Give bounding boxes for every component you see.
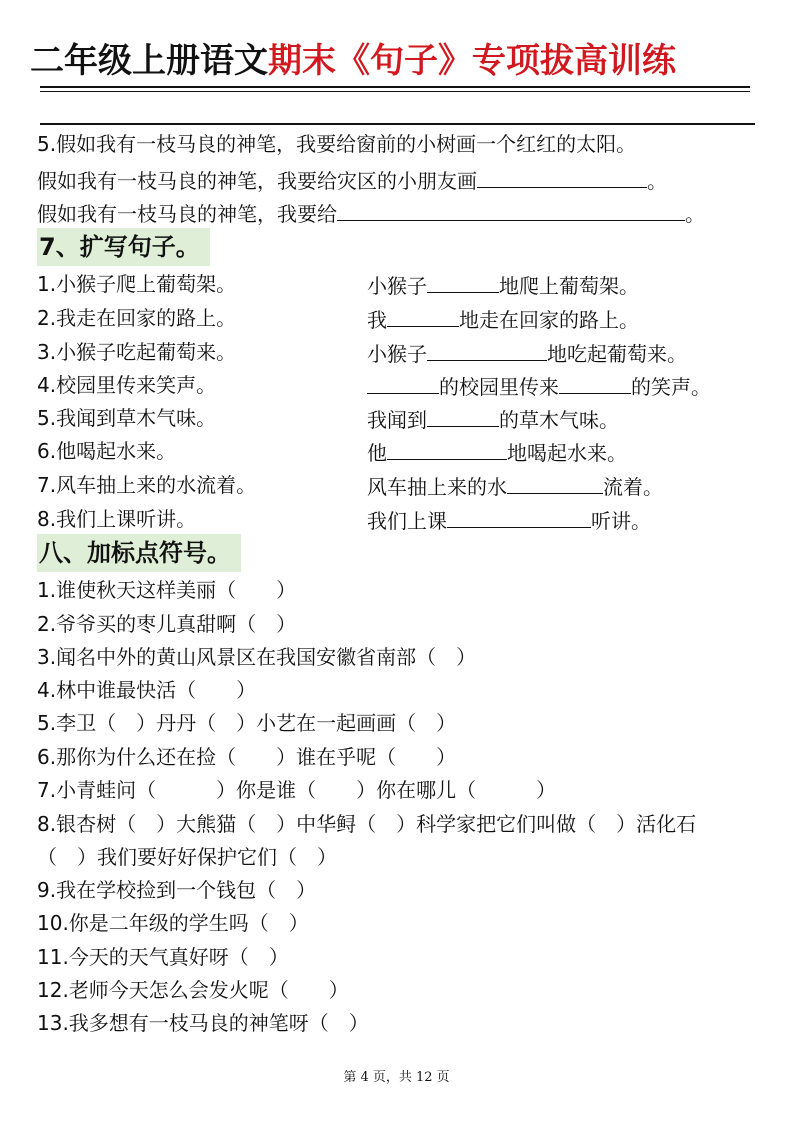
expand-text: 小猴子 <box>367 274 427 298</box>
expand-item-left: 5.我闻到草木气味。 <box>37 406 217 430</box>
title-part1: 二年级上册语文 <box>30 41 268 81</box>
expand-text: 听讲。 <box>591 509 651 533</box>
punctuation-item: 6.那你为什么还在捡（ ）谁在乎呢（ ） <box>37 745 457 769</box>
q5-line3-text: 假如我有一枝马良的神笔，我要给 <box>37 202 337 226</box>
expand-text: 小猴子 <box>367 342 427 366</box>
section-8-heading: 八、加标点符号。 <box>37 534 241 572</box>
punctuation-item: 5.李卫（ ）丹丹（ ）小艺在一起画画（ ） <box>37 711 457 735</box>
expand-text: 地吃起葡萄来。 <box>547 342 687 366</box>
q5-line1: 5.假如我有一枝马良的神笔，我要给窗前的小树画一个红红的太阳。 <box>37 132 637 156</box>
expand-item-right <box>367 471 663 499</box>
title-rule-thick <box>40 86 750 88</box>
expand-text: 的笑声。 <box>631 375 711 399</box>
answer-blank[interactable] <box>427 338 547 361</box>
expand-item-left: 7.风车抽上来的水流着。 <box>37 473 257 497</box>
answer-blank[interactable] <box>387 437 507 460</box>
expand-text: 地走在回家的路上。 <box>459 308 639 332</box>
expand-item-left: 3.小猴子吃起葡萄来。 <box>37 340 237 364</box>
expand-text: 流着。 <box>603 475 663 499</box>
expand-item-left: 6.他喝起水来。 <box>37 439 177 463</box>
expand-item-right <box>367 505 651 533</box>
answer-blank[interactable] <box>559 371 631 394</box>
expand-item-left: 1.小猴子爬上葡萄架。 <box>37 272 237 296</box>
expand-text: 的校园里传来 <box>439 375 559 399</box>
section-7-heading: 7、扩写句子。 <box>37 228 210 266</box>
punctuation-item: 4.林中谁最快活（ ） <box>37 678 257 702</box>
expand-text: 我 <box>367 308 387 332</box>
punctuation-item: 10.你是二年级的学生吗（ ） <box>37 911 309 935</box>
punctuation-item: 7.小青蛙问（ ）你是谁（ ）你在哪儿（ ） <box>37 778 557 802</box>
expand-item-right <box>367 270 639 298</box>
answer-blank[interactable] <box>337 198 685 221</box>
q5-line3 <box>37 198 705 226</box>
expand-text: 风车抽上来的水 <box>367 475 507 499</box>
punctuation-item: 9.我在学校捡到一个钱包（ ） <box>37 878 317 902</box>
punctuation-item: 12.老师今天怎么会发火呢（ ） <box>37 978 349 1002</box>
answer-blank[interactable] <box>367 371 439 394</box>
expand-text: 他 <box>367 441 387 465</box>
punctuation-item-continued: （ ）我们要好好保护它们（ ） <box>37 845 337 869</box>
title-rule-thin <box>40 91 750 92</box>
answer-blank[interactable] <box>507 471 603 494</box>
expand-text: 我闻到 <box>367 408 427 432</box>
answer-blank[interactable] <box>427 270 499 293</box>
answer-blank[interactable] <box>447 505 591 528</box>
expand-item-right <box>367 338 687 366</box>
expand-item-right <box>367 371 711 399</box>
punctuation-item: 1.谁使秋天这样美丽（ ） <box>37 578 297 602</box>
punctuation-item: 13.我多想有一枝马良的神笔呀（ ） <box>37 1011 369 1035</box>
q5-line3-end: 。 <box>685 202 705 226</box>
section-rule <box>40 123 755 125</box>
expand-text: 的草木气味。 <box>499 408 619 432</box>
punctuation-item: 8.银杏树（ ）大熊猫（ ）中华鲟（ ）科学家把它们叫做（ ）活化石 <box>37 812 697 836</box>
page-footer: 第 4 页，共 12 页 <box>343 1070 450 1085</box>
title-part2: 期末《句子》专项拔高训练 <box>268 41 676 81</box>
expand-text: 我们上课 <box>367 509 447 533</box>
expand-item-left: 4.校园里传来笑声。 <box>37 373 217 397</box>
expand-item-left: 2.我走在回家的路上。 <box>37 306 237 330</box>
expand-item-right <box>367 437 627 465</box>
punctuation-item: 3.闻名中外的黄山风景区在我国安徽省南部（ ） <box>37 645 477 669</box>
expand-item-left: 8.我们上课听讲。 <box>37 507 197 531</box>
q5-line2 <box>37 165 667 193</box>
answer-blank[interactable] <box>477 165 647 188</box>
expand-text: 地喝起水来。 <box>507 441 627 465</box>
expand-item-right <box>367 404 619 432</box>
answer-blank[interactable] <box>387 304 459 327</box>
expand-item-right <box>367 304 639 332</box>
punctuation-item: 2.爷爷买的枣儿真甜啊（ ） <box>37 612 297 636</box>
expand-text: 地爬上葡萄架。 <box>499 274 639 298</box>
page-title <box>30 40 750 82</box>
q5-line2-text: 假如我有一枝马良的神笔，我要给灾区的小朋友画 <box>37 169 477 193</box>
punctuation-item: 11.今天的天气真好呀（ ） <box>37 945 289 969</box>
q5-line2-end: 。 <box>647 169 667 193</box>
answer-blank[interactable] <box>427 404 499 427</box>
